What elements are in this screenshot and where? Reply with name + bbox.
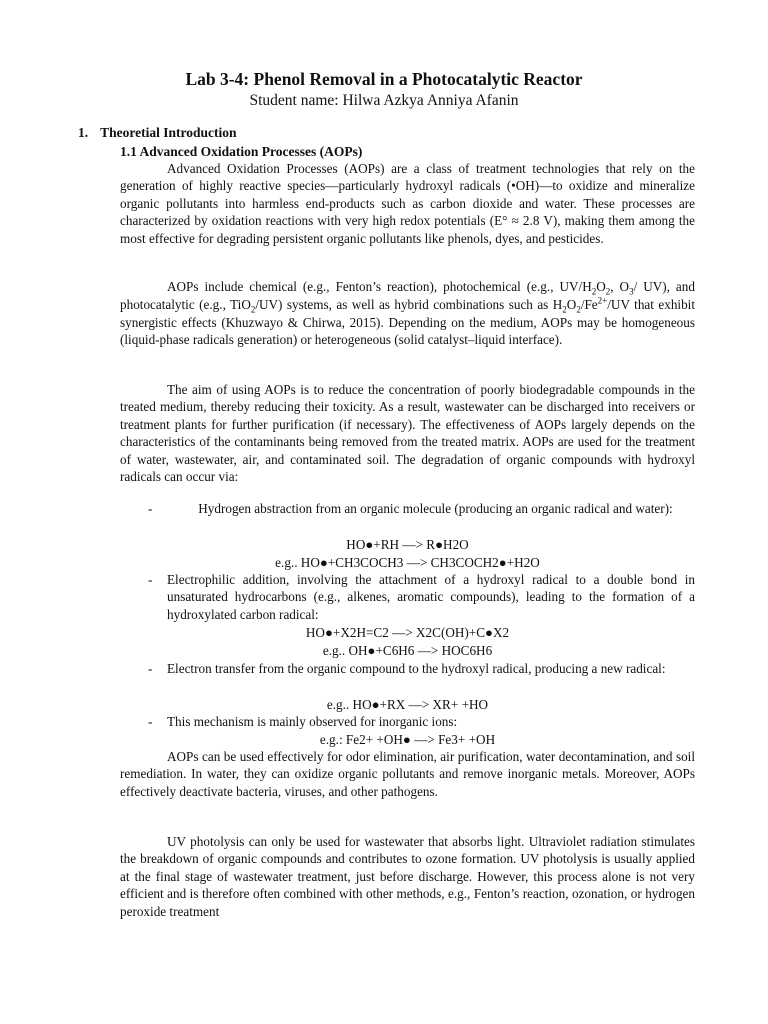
list-dash: - xyxy=(148,714,153,729)
list-item-text: Hydrogen abstraction from an organic molecule (producing an organic radical and water): xyxy=(198,501,673,516)
equation-4: e.g.. OH●+C6H6 —> HOC6H6 xyxy=(322,643,493,658)
equation-1: HO●+RH —> R●H2O xyxy=(346,537,469,552)
paragraph-aops-aim xyxy=(120,381,695,485)
section-number: 1. xyxy=(78,125,89,140)
list-dash: - xyxy=(148,501,153,516)
list-item-text: This mechanism is mainly observed for inorganic ions: xyxy=(167,714,458,729)
equation-5: e.g.. HO●+RX —> XR+ +HO xyxy=(326,697,489,712)
list-item-electron-transfer xyxy=(148,660,695,677)
equation-3: HO●+X2H=C2 —> X2C(OH)+C●X2 xyxy=(305,625,510,640)
document-title: Lab 3-4: Phenol Removal in a Photocatalytic Reactor xyxy=(185,69,583,89)
paragraph-aops-types xyxy=(120,278,695,349)
paragraph-text: UV photolysis can only be used for wastewater that absorbs light. Ultraviolet radiation stimulates the breakdown of organic compounds and contributes to ozone formation. UV photolysis is usually applied at the final stage of wastewater treatment, just before discharge. However, this process alone is not very efficient and is therefore often combined with other methods, e.g., Fenton’s reaction, ozonation, or hydrogen peroxide treatment xyxy=(120,834,695,919)
student-name: Student name: Hilwa Azkya Anniya Afanin xyxy=(249,92,519,109)
equation-6: e.g.: Fe2+ +OH● —> Fe3+ +OH xyxy=(319,732,496,747)
paragraph-aops-definition xyxy=(120,160,695,247)
list-item-electrophilic-addition xyxy=(148,571,695,623)
list-item-inorganic-ions xyxy=(148,713,695,730)
list-dash: - xyxy=(148,661,153,676)
subsection-heading-1-1: 1.1 Advanced Oxidation Processes (AOPs) xyxy=(120,144,363,159)
list-item-text: Electrophilic addition, involving the attachment of a hydroxyl radical to a double bond in unsaturated hydrocarbons (e.g., alkenes, aromatic compounds), leading to the formation of a hydroxylated carbon radical: xyxy=(167,572,695,622)
section-title: Theoretial Introduction xyxy=(100,125,237,140)
list-item-hydrogen-abstraction xyxy=(148,500,695,517)
list-dash: - xyxy=(148,572,153,587)
paragraph-text: AOPs can be used effectively for odor elimination, air purification, water decontamination, and soil remediation. In water, they can oxidize organic pollutants and remove inorganic metals. Moreover, AOPs effectively deactivate bacteria, viruses, and other pathogens. xyxy=(120,749,695,799)
paragraph-text: Advanced Oxidation Processes (AOPs) are a class of treatment technologies that rely on the generation of highly reactive species—particularly hydroxyl radicals (•OH)—to oxidize and mineralize organic pollutants into harmless end-products such as carbon dioxide and water. These processes are characterized by oxidation reactions with very high redox potentials (E° ≈ 2.8 V), making them among the most effective for degrading persistent organic pollutants like phenols, dyes, and pesticides. xyxy=(120,161,695,246)
paragraph-aops-applications xyxy=(120,748,695,800)
paragraph-text: AOPs include chemical (e.g., Fenton’s reaction), photochemical (e.g., $UV/H_2O_2$, $O_3/$ UV), and photocatalytic (e.g., TiO$_2$/UV) systems, as well as hybrid combinations such as $H_2O_2/Fe^{2+}/UV$ that exhibit synergistic effects (Khuzwayo & Chirwa, 2015). Depending on the medium, AOPs may be homogeneous (liquid-phase radicals generation) or heterogeneous (solid catalyst–liquid interface). xyxy=(120,279,695,348)
list-item-text: Electron transfer from the organic compound to the hydroxyl radical, producing a new radical: xyxy=(167,661,666,676)
paragraph-uv-photolysis xyxy=(120,833,695,920)
paragraph-text: The aim of using AOPs is to reduce the concentration of poorly biodegradable compounds in the treated medium, thereby reducing their toxicity. As a result, wastewater can be discharged into receivers or treatment plants for further purification (if necessary). The effectiveness of AOPs largely depends on the characteristics of the contaminants being removed from the treated matrix. AOPs are used for the treatment of water, wastewater, air, and contaminated soil. The degradation of organic compounds with hydroxyl radicals can occur via: xyxy=(120,382,695,485)
equation-2: e.g.. HO●+CH3COCH3 —> CH3COCH2●+H2O xyxy=(275,555,540,570)
section-heading-1 xyxy=(78,124,237,141)
